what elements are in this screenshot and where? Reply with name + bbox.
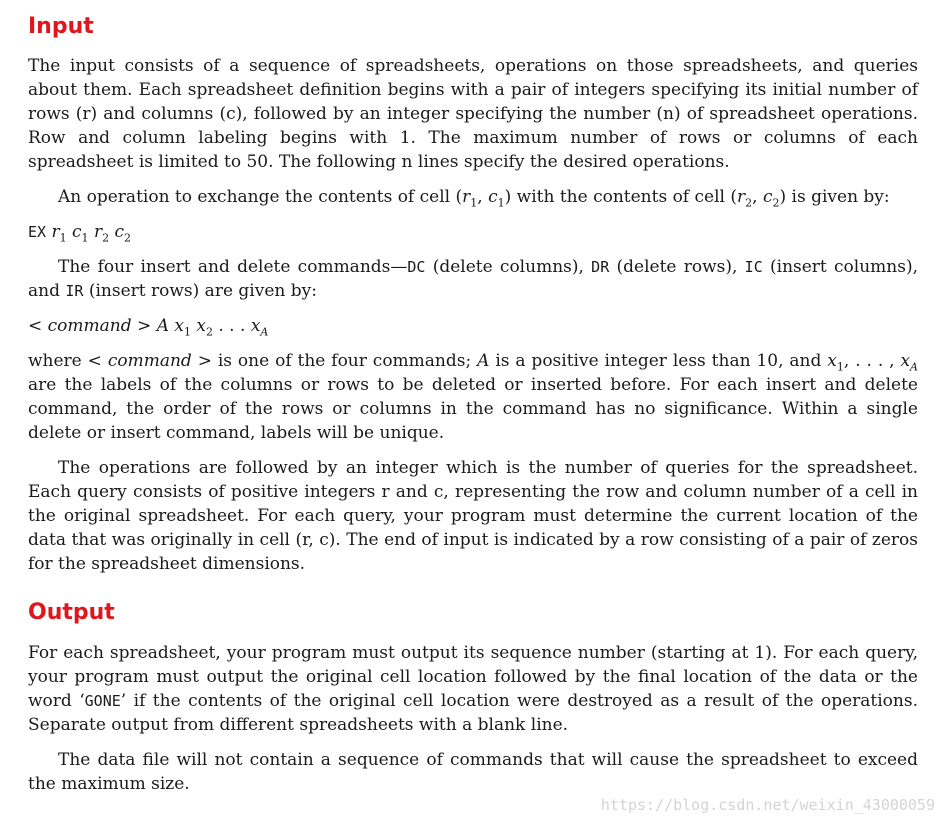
input-paragraph-5: The operations are followed by an integer which is the number of queries for the spreadsheet. Each query consists of positive integers r and c, representing the row and column number of a cell in the original spreadsheet. For each query, your program must determine the current location of the data that was originally in cell (r, c). The end of input is indicated by a row consisting of a pair of zeros for the spreadsheet dimensions. bbox=[28, 458, 918, 575]
input-paragraph-4: where < command > is one of the four commands; A is a positive integer less than 10, and $x_1$, . . . , $x_A$ are the labels of the columns or rows to be deleted or inserted before. For each insert and delete command, the order of the rows or columns in the command has no significance. Within a single delete or insert command, labels will be unique. bbox=[28, 351, 918, 444]
input-paragraph-1: The input consists of a sequence of spreadsheets, operations on those spreadsheets, and queries about them. Each spreadsheet definition begins with a pair of integers specifying its initial number of rows (r) and columns (c), followed by an integer specifying the number (n) of spreadsheet operations. Row and column labeling begins with 1. The maximum number of rows or columns of each spreadsheet is limited to 50. The following n lines specify the desired operations. bbox=[28, 56, 918, 173]
problem-statement bbox=[28, 14, 918, 807]
output-heading: Output bbox=[28, 600, 115, 626]
output-paragraph-2: The data file will not contain a sequence of commands that will cause the spreadsheet to exceed the maximum size. bbox=[28, 749, 918, 794]
input-paragraph-3: The four insert and delete commands—DC (delete columns), DR (delete rows), IC (insert columns), and IR (insert rows) are given by: bbox=[28, 257, 918, 302]
input-heading: Input bbox=[28, 14, 94, 39]
exchange-command-syntax: EX $r_1$ $c_1$ $r_2$ $c_2$ bbox=[28, 222, 132, 245]
output-paragraph-1: For each spreadsheet, your program must output its sequence number (starting at 1). For each query, your program must output the original cell location followed by the final location of the data or the word ‘GONE’ if the contents of the original cell location were destroyed as a result of the operations. Separate output from different spreadsheets with a blank line. bbox=[28, 642, 918, 735]
input-paragraph-2: An operation to exchange the contents of cell ($r_1$, $c_1$) with the contents of cell ($r_2$, $c_2$) is given by: bbox=[58, 187, 890, 210]
insert-delete-command-syntax: < command > A $x_1$ $x_2$ . . . $x_A$ bbox=[28, 316, 269, 339]
watermark: https://blog.csdn.net/weixin_43000059 bbox=[600, 796, 935, 814]
